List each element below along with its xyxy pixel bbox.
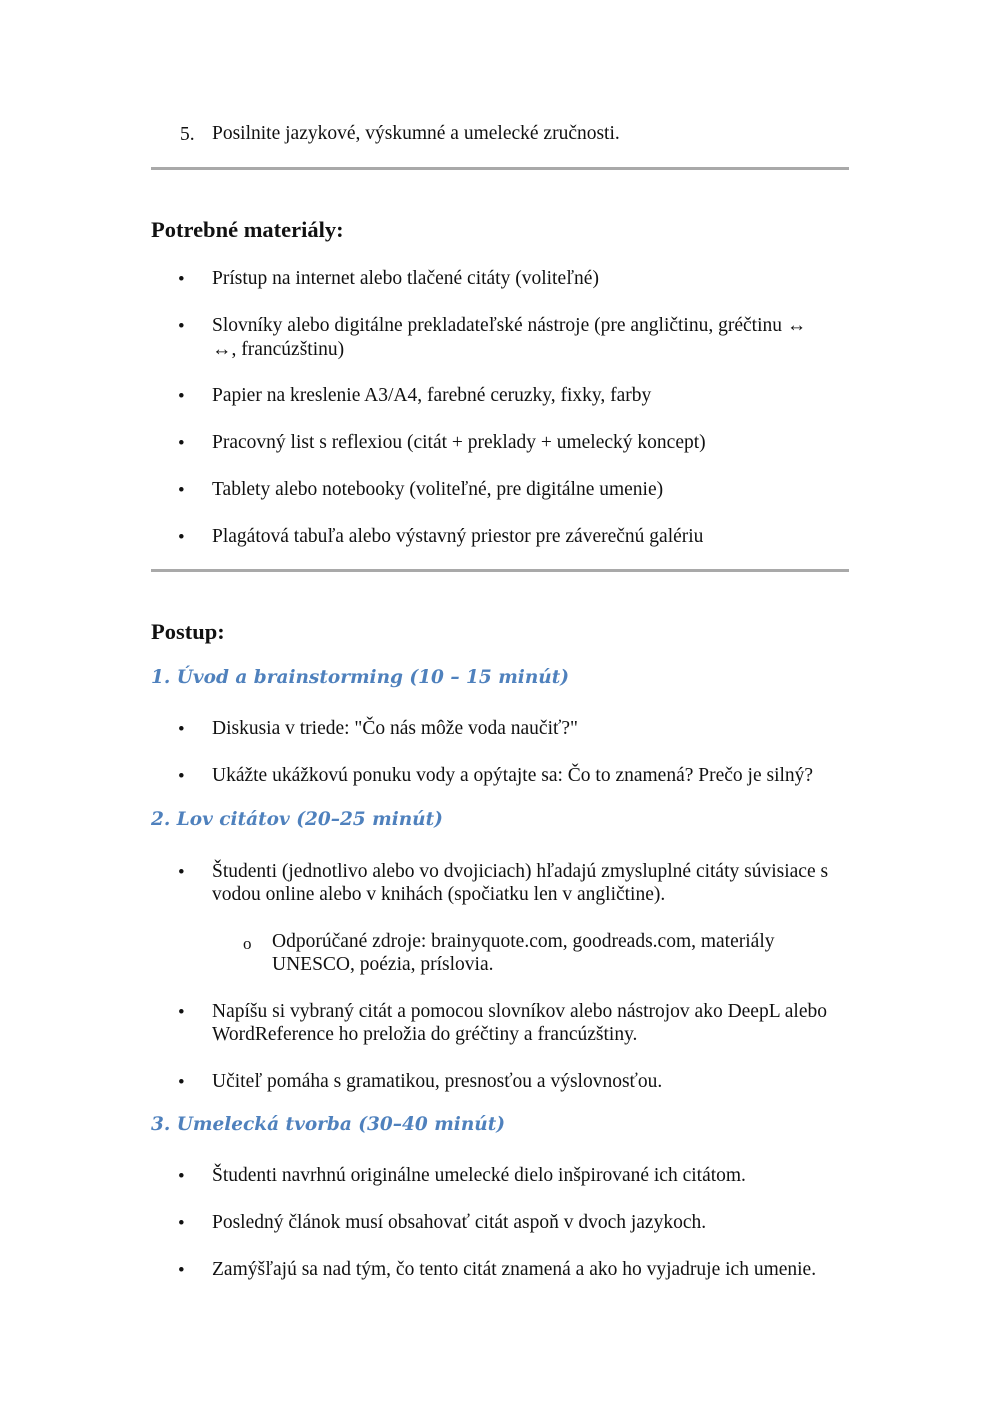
list-item: Pracovný list s reflexiou (citát + preklady + umelecký koncept): [212, 432, 706, 453]
bullet-icon: •: [178, 316, 185, 337]
bullet-icon: •: [178, 386, 185, 407]
bullet-icon: •: [178, 1072, 185, 1093]
horizontal-rule: [151, 569, 849, 572]
materials-heading: Potrebné materiály:: [151, 217, 344, 242]
list-item: Slovníky alebo digitálne prekladateľské nástroje (pre angličtinu, gréčtinu ↔: [212, 315, 807, 336]
bullet-icon: •: [178, 1166, 185, 1187]
circle-bullet-icon: o: [243, 934, 252, 953]
bullet-icon: •: [178, 269, 185, 290]
list-item: Študenti navrhnú originálne umelecké dielo inšpirované ich citátom.: [212, 1165, 746, 1186]
list-item: Ukážte ukážkovú ponuku vody a opýtajte sa: Čo to znamená? Prečo je silný?: [212, 765, 814, 786]
objective-text: Posilnite jazykové, výskumné a umelecké zručnosti.: [212, 123, 620, 144]
bullet-icon: •: [178, 480, 185, 501]
bullet-icon: •: [178, 862, 185, 883]
horizontal-rule: [151, 167, 849, 170]
list-item: Napíšu si vybraný citát a pomocou slovníkov alebo nástrojov ako DeepL alebo: [212, 1001, 828, 1022]
objective-number: 5.: [180, 124, 195, 145]
list-item: Papier na kreslenie A3/A4, farebné ceruzky, fixky, farby: [212, 385, 652, 406]
list-item: Diskusia v triede: "Čo nás môže voda naučiť?": [212, 718, 578, 739]
list-item-continuation: ↔, francúzštinu): [212, 339, 345, 360]
sub-list-item-continuation: UNESCO, poézia, príslovia.: [272, 954, 494, 975]
list-item: Študenti (jednotlivo alebo vo dvojiciach) hľadajú zmysluplné citáty súvisiace s: [212, 861, 829, 882]
step-3-title: 3. Umelecká tvorba (30–40 minút): [151, 1114, 506, 1135]
bullet-icon: •: [178, 1213, 185, 1234]
list-item: Prístup na internet alebo tlačené citáty (voliteľné): [212, 268, 599, 289]
procedure-heading: Postup:: [151, 619, 225, 644]
bullet-icon: •: [178, 1260, 185, 1281]
list-item: Plagátová tabuľa alebo výstavný priestor pre záverečnú galériu: [212, 526, 704, 547]
list-item-continuation: vodou online alebo v knihách (spočiatku len v angličtine).: [212, 884, 666, 905]
list-item: Posledný článok musí obsahovať citát aspoň v dvoch jazykoch.: [212, 1212, 707, 1233]
bullet-icon: •: [178, 719, 185, 740]
bullet-icon: •: [178, 1002, 185, 1023]
sub-list-item: Odporúčané zdroje: brainyquote.com, goodreads.com, materiály: [272, 931, 775, 952]
bullet-icon: •: [178, 433, 185, 454]
step-2-title: 2. Lov citátov (20–25 minút): [151, 809, 443, 830]
list-item-continuation: WordReference ho preložia do gréčtiny a francúzštiny.: [212, 1024, 638, 1045]
list-item: Učiteľ pomáha s gramatikou, presnosťou a výslovnosťou.: [212, 1071, 663, 1092]
bullet-icon: •: [178, 527, 185, 548]
bullet-icon: •: [178, 766, 185, 787]
list-item: Tablety alebo notebooky (voliteľné, pre digitálne umenie): [212, 479, 664, 500]
list-item: Zamýšľajú sa nad tým, čo tento citát znamená a ako ho vyjadruje ich umenie.: [212, 1259, 817, 1280]
step-1-title: 1. Úvod a brainstorming (10 – 15 minút): [151, 667, 570, 688]
